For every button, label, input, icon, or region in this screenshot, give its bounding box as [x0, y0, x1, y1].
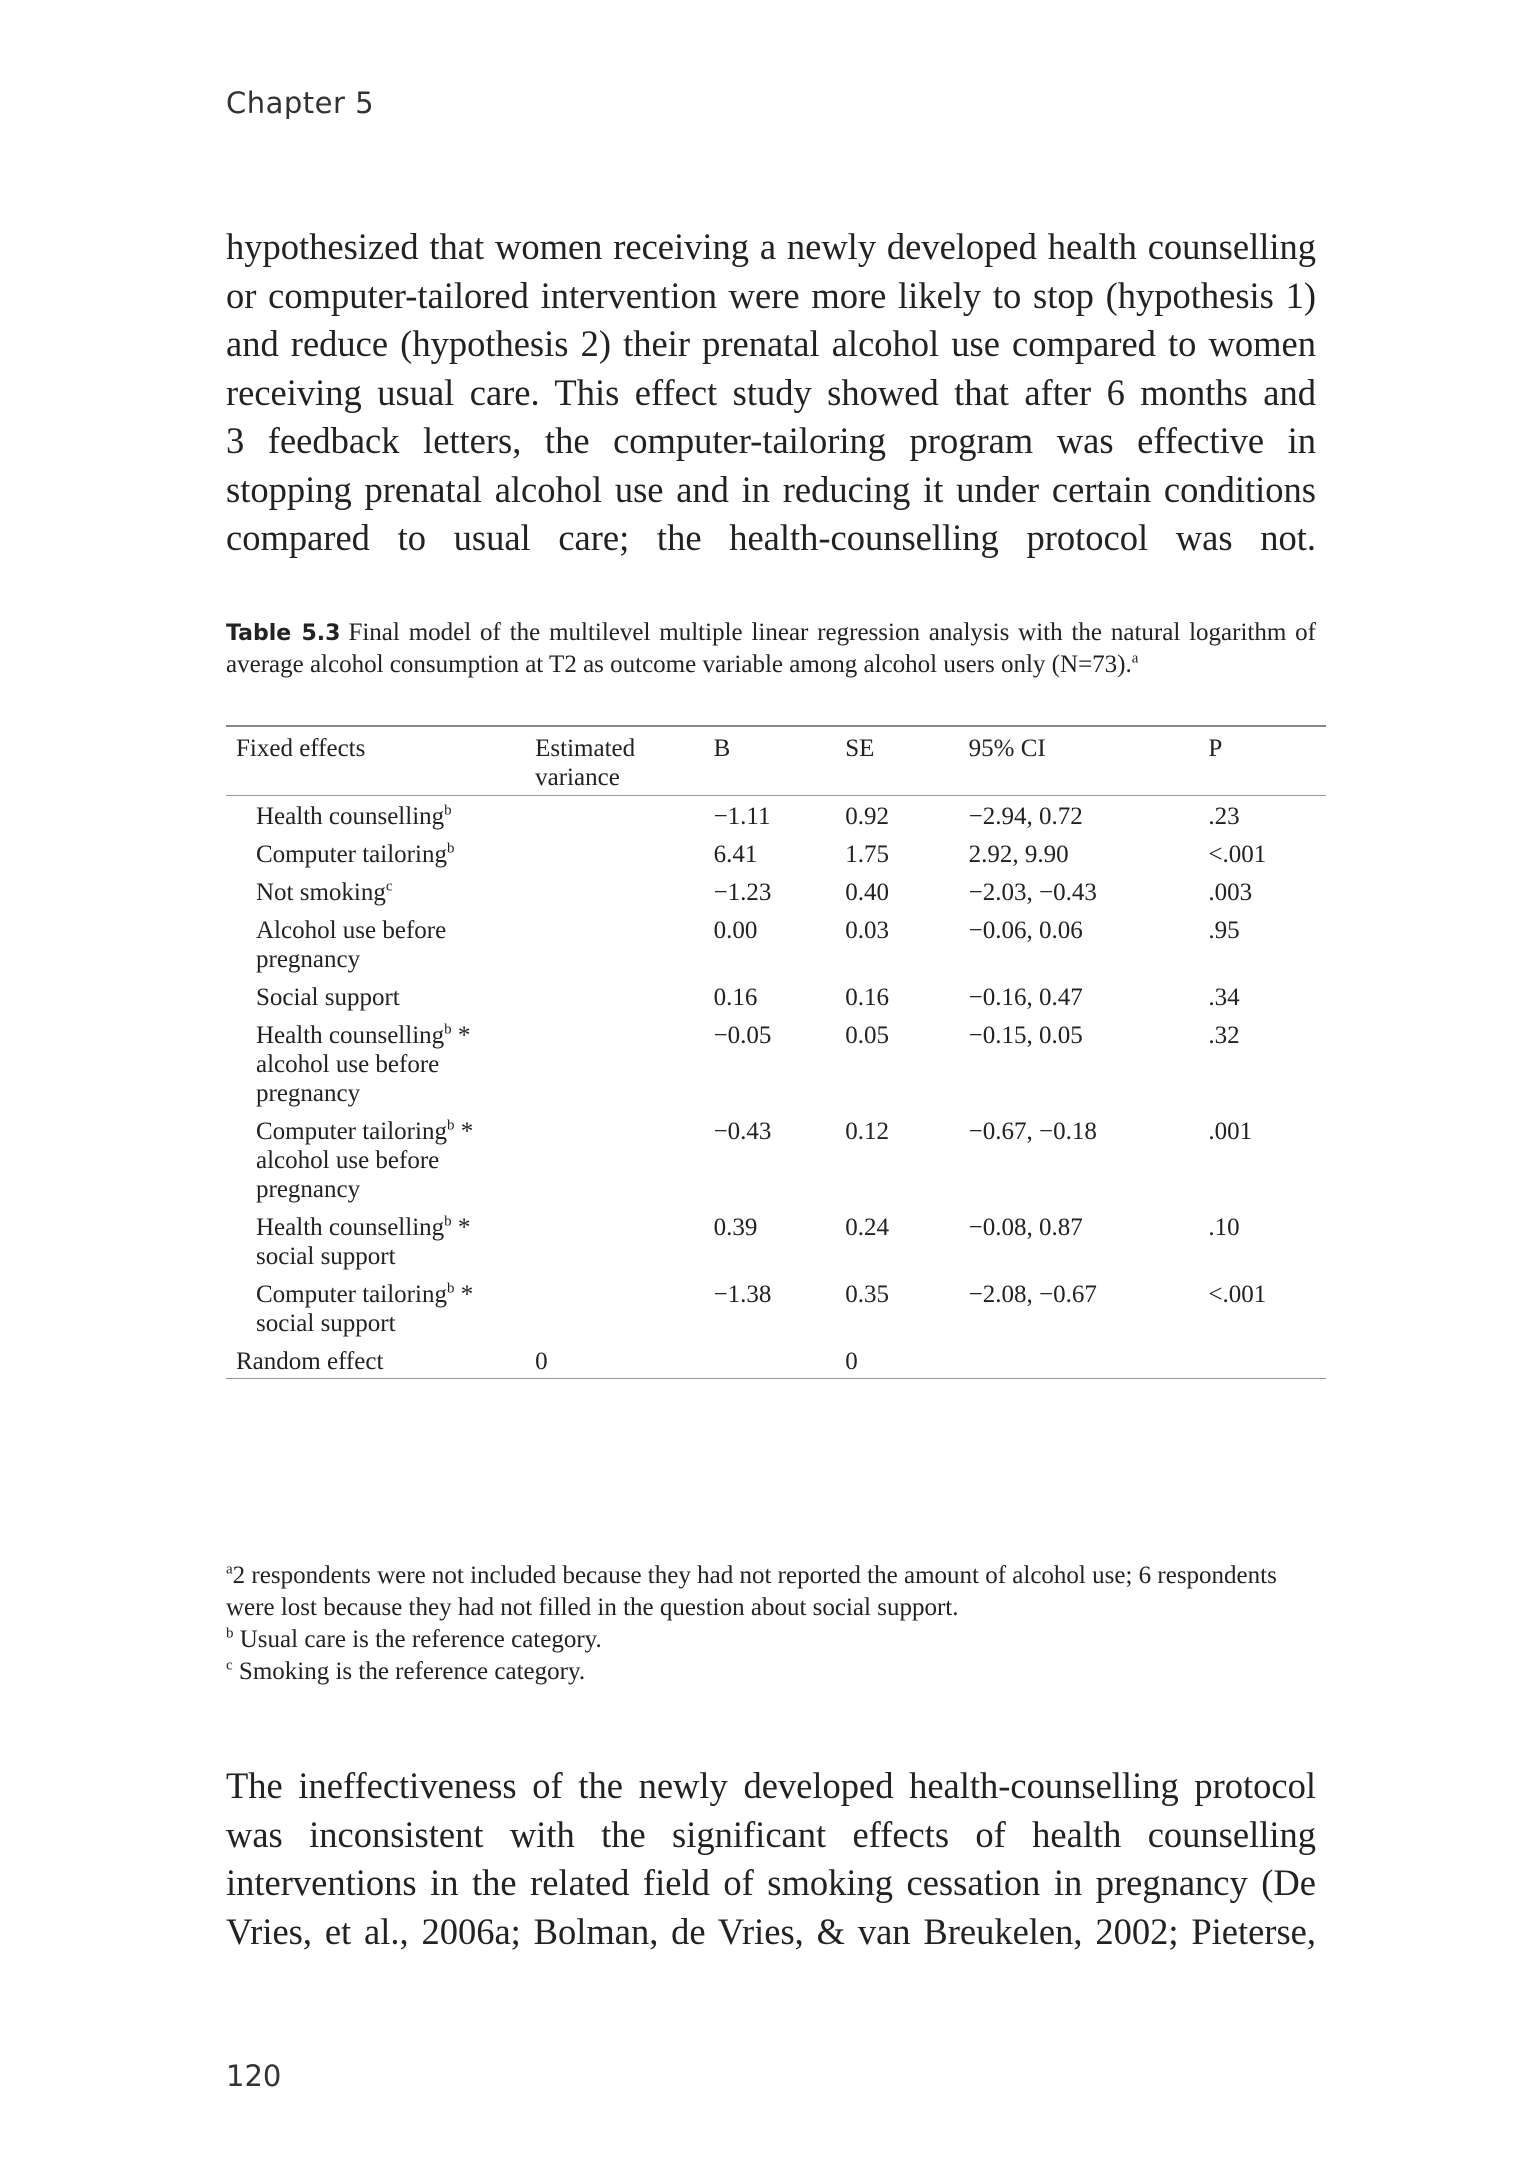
footnote: [226, 1560, 1326, 1624]
se-cell: 0.40: [845, 879, 890, 906]
column-header: SE: [845, 735, 875, 762]
b-cell: [714, 1347, 846, 1379]
row-label-text: [256, 916, 486, 974]
row-label-main: Alcohol use before pregnancy: [256, 917, 447, 973]
text-line: 3 feedback letters, the computer-tailoring program was effective in: [226, 420, 1316, 461]
table-row: [226, 1021, 1326, 1117]
row-label-suffix: * alcohol use before pregnancy: [256, 1118, 474, 1203]
footnote-text: Smoking is the reference category.: [238, 1658, 586, 1685]
p-cell: <.001: [1208, 1281, 1267, 1308]
footnote-marker: c: [226, 1657, 233, 1674]
se-cell: 0: [845, 1348, 858, 1375]
text-line: was inconsistent with the significant effects of health counselling: [226, 1813, 1316, 1855]
table-row: [226, 796, 1326, 841]
footnote: [226, 1656, 1326, 1688]
column-header: P: [1208, 735, 1223, 762]
table-footnotes: [226, 1560, 1326, 1688]
table-row: [226, 840, 1326, 878]
text-line: Vries, et al., 2006a; Bolman, de Vries, & van Breukelen, 2002; Pieterse,: [226, 1910, 1316, 1952]
row-label-suffix: * alcohol use before pregnancy: [256, 1022, 471, 1107]
b-cell: −0.05: [713, 1022, 772, 1049]
table-row: [226, 916, 1326, 983]
column-header: Fixed effects: [236, 735, 366, 762]
footnote-marker: b: [444, 1213, 452, 1230]
body-paragraph-2: [226, 1762, 1316, 1956]
row-label-text: [256, 802, 486, 831]
ci-cell: −0.15, 0.05: [968, 1022, 1083, 1049]
table-caption: [226, 617, 1316, 680]
table-row: [226, 878, 1326, 916]
row-label-main: Not smoking: [256, 879, 386, 906]
text-line: interventions in the related field of smoking cessation in pregnancy (De: [226, 1862, 1316, 1903]
row-label-text: [256, 983, 486, 1012]
p-cell: [1208, 1347, 1326, 1379]
footnote-marker: b: [226, 1625, 234, 1642]
b-cell: −0.43: [713, 1118, 772, 1145]
b-cell: 0.39: [713, 1214, 758, 1241]
row-label: [226, 878, 535, 916]
table-caption-label: Table 5.3: [226, 621, 341, 646]
estimated-variance-cell: [535, 1117, 713, 1213]
footnote-marker: b: [446, 840, 455, 857]
ci-cell: −0.16, 0.47: [968, 984, 1083, 1011]
footnote: [226, 1624, 1326, 1656]
se-cell: 0.05: [845, 1022, 890, 1049]
estimated-variance-cell: [535, 1213, 713, 1280]
row-label-main: Health counselling: [256, 1022, 445, 1049]
text-line: stopping prenatal alcohol use and in reducing it under certain conditions: [226, 468, 1316, 510]
row-label-text: [256, 840, 486, 869]
row-label-main: Health counselling: [256, 803, 445, 830]
b-cell: −1.11: [713, 803, 771, 830]
footnote-marker: b: [444, 1021, 452, 1038]
estimated-variance-cell: [535, 878, 713, 916]
se-cell: 0.03: [845, 917, 890, 944]
row-label-text: [256, 1213, 486, 1271]
row-label-text: [256, 1021, 486, 1108]
footnote-marker: c: [385, 878, 393, 895]
column-header: Estimated variance: [535, 735, 636, 791]
ci-cell: [969, 1347, 1209, 1379]
ci-cell: −2.94, 0.72: [968, 803, 1083, 830]
estimated-variance-cell: [535, 983, 713, 1021]
ci-cell: −2.03, −0.43: [968, 879, 1097, 906]
estimated-variance-cell: [535, 916, 713, 983]
table-header-row: [226, 726, 1326, 796]
estimated-variance-cell: [535, 840, 713, 878]
footnote-marker: b: [446, 1117, 455, 1134]
row-label-main: Health counselling: [256, 1214, 445, 1241]
page-number: 120: [226, 2059, 282, 2093]
p-cell: .32: [1208, 1022, 1240, 1049]
text-line: receiving usual care. This effect study showed that after 6 months and: [226, 371, 1316, 413]
estimated-variance-cell: [535, 1021, 713, 1117]
row-label-text: [256, 1117, 486, 1204]
se-cell: 0.12: [845, 1118, 890, 1145]
p-cell: .23: [1208, 803, 1240, 830]
se-cell: 0.35: [845, 1281, 890, 1308]
ci-cell: −0.08, 0.87: [968, 1214, 1083, 1241]
table-row: [226, 1117, 1326, 1213]
se-cell: 0.24: [845, 1214, 890, 1241]
footnote-marker: b: [444, 802, 452, 819]
table-row-random-effect: [226, 1347, 1326, 1379]
regression-table: [226, 725, 1326, 1379]
running-header: Chapter 5: [226, 86, 375, 120]
row-label: [226, 1021, 535, 1117]
row-label: [226, 1213, 535, 1280]
p-cell: .001: [1208, 1118, 1253, 1145]
row-label: [226, 796, 535, 841]
body-paragraph-1: [226, 223, 1316, 563]
table-caption-text: Final model of the multilevel multiple linear regression analysis with the natural logarithm of average alcohol consumption at T2 as outcome variable among alcohol users only (N=73).: [226, 619, 1316, 678]
row-label-text: [256, 1280, 486, 1338]
row-label-text: [256, 878, 486, 907]
se-cell: 0.16: [845, 984, 890, 1011]
b-cell: 0.00: [713, 917, 758, 944]
p-cell: .10: [1208, 1214, 1240, 1241]
row-label: [226, 916, 535, 983]
row-label: [226, 1280, 535, 1347]
column-header: B: [713, 735, 731, 762]
p-cell: <.001: [1208, 841, 1267, 868]
se-cell: 1.75: [845, 841, 890, 868]
p-cell: .003: [1208, 879, 1253, 906]
text-line: and reduce (hypothesis 2) their prenatal alcohol use compared to women: [226, 323, 1316, 364]
p-cell: .95: [1208, 917, 1240, 944]
row-label-main: Computer tailoring: [256, 841, 447, 868]
row-label-suffix: * social support: [256, 1214, 471, 1270]
ci-cell: −0.06, 0.06: [968, 917, 1083, 944]
footnote-marker: b: [446, 1280, 455, 1297]
row-label-main: Computer tailoring: [256, 1281, 447, 1308]
row-label: [226, 983, 535, 1021]
table-row: [226, 1213, 1326, 1280]
row-label-suffix: * social support: [256, 1281, 474, 1337]
footnote-text: Usual care is the reference category.: [239, 1626, 602, 1653]
estimated-variance-cell: [535, 796, 713, 841]
text-line: or computer-tailored intervention were more likely to stop (hypothesis 1): [226, 274, 1316, 316]
column-header: 95% CI: [968, 735, 1046, 762]
ci-cell: −0.67, −0.18: [968, 1118, 1097, 1145]
footnote-marker: a: [1131, 650, 1139, 667]
row-label: Random effect: [236, 1348, 384, 1375]
footnote-marker: a: [226, 1561, 233, 1578]
text-line: compared to usual care; the health-counselling protocol was not.: [226, 517, 1316, 558]
table-row: [226, 983, 1326, 1021]
b-cell: 0.16: [713, 984, 758, 1011]
row-label-main: Social support: [256, 984, 400, 1011]
estimated-variance-cell: [535, 1280, 713, 1347]
b-cell: −1.23: [713, 879, 772, 906]
b-cell: −1.38: [713, 1281, 772, 1308]
text-line: hypothesized that women receiving a newly developed health counselling: [226, 226, 1316, 267]
row-label: [226, 840, 535, 878]
p-cell: .34: [1208, 984, 1240, 1011]
b-cell: 6.41: [713, 841, 758, 868]
footnote-text: 2 respondents were not included because they had not reported the amount of alcohol use; 6 respondents were lost because they had not filled in the question about social support.: [226, 1562, 1277, 1621]
estimated-variance-cell: 0: [535, 1348, 548, 1375]
ci-cell: −2.08, −0.67: [968, 1281, 1097, 1308]
table-row: [226, 1280, 1326, 1347]
row-label-main: Computer tailoring: [256, 1118, 447, 1145]
row-label: [226, 1117, 535, 1213]
ci-cell: 2.92, 9.90: [968, 841, 1069, 868]
se-cell: 0.92: [845, 803, 890, 830]
text-line: The ineffectiveness of the newly developed health-counselling protocol: [226, 1765, 1316, 1806]
